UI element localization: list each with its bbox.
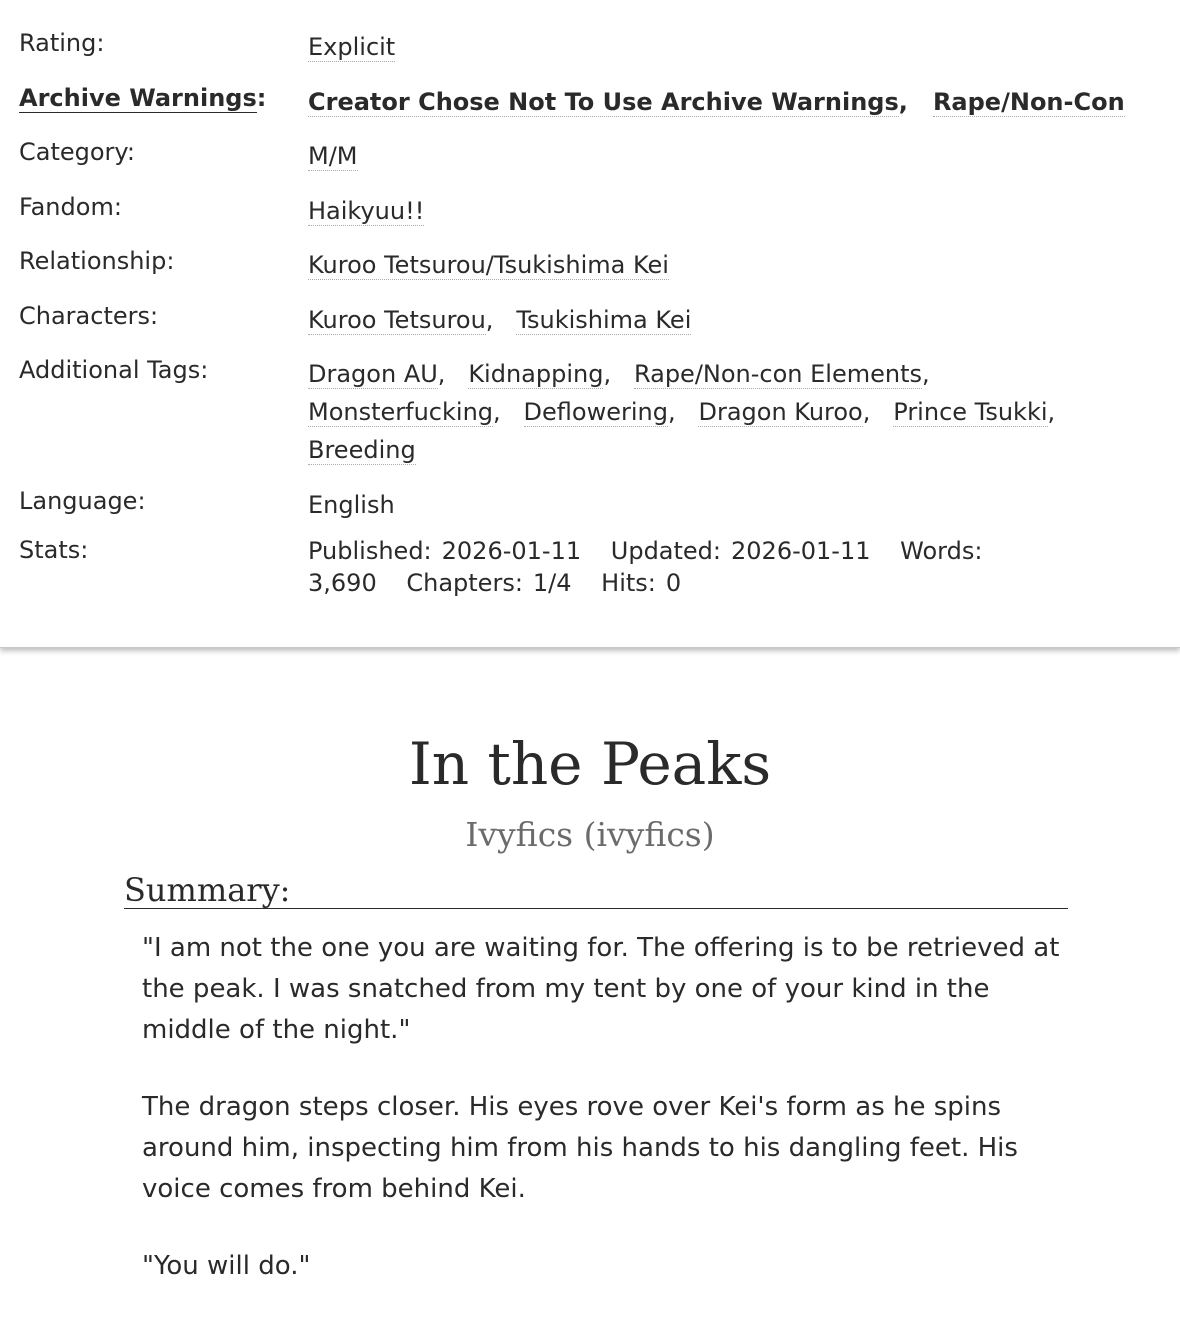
stat-published-label: Published:	[308, 537, 432, 565]
warnings-label-link[interactable]: Archive Warnings	[19, 84, 257, 112]
summary-paragraph: "I am not the one you are waiting for. The offering is to be retrieved at the peak. I was snatched from my tent by one of your kind in the middle of the night."	[142, 933, 1060, 1045]
stat-hits	[601, 569, 681, 597]
language-value: English	[308, 491, 395, 519]
warning-tag[interactable]: Rape/Non-Con	[932, 88, 1125, 116]
stat-hits-value: 0	[665, 569, 682, 597]
freeform-tag[interactable]: Breeding	[308, 436, 416, 464]
freeform-tag[interactable]: Rape/Non-con Elements	[633, 360, 923, 388]
warnings-label-colon: :	[256, 84, 267, 112]
stat-words-label-wrap	[900, 537, 982, 565]
summary-heading: Summary:	[124, 868, 1068, 909]
stat-words	[308, 569, 377, 597]
stat-updated	[611, 537, 871, 565]
category-values	[308, 137, 1168, 175]
characters-values: Kuroo Tetsurou, Tsukishima Kei	[308, 306, 692, 334]
characters-label: Characters:	[19, 302, 159, 330]
additional-tags-label: Additional Tags:	[19, 356, 209, 384]
warning-tag[interactable]: Creator Chose Not To Use Archive Warnings	[308, 88, 899, 116]
warnings-values: Creator Chose Not To Use Archive Warnings, Rape/Non-Con	[308, 88, 1125, 116]
rating-values	[308, 28, 1168, 66]
stat-words-value: 3,690	[308, 569, 377, 597]
summary-paragraph: "You will do."	[142, 1251, 311, 1281]
stat-chapters-value: 1/4	[532, 569, 572, 597]
additional-tags-values: Dragon AU, Kidnapping, Rape/Non-con Elements, Monsterfucking, Deflowering, Dragon Kuroo, Prince Tsukki, Breeding	[308, 360, 1056, 464]
category-label: Category:	[19, 138, 135, 166]
work-title: In the Peaks	[408, 730, 772, 798]
warnings-label[interactable]	[19, 83, 266, 113]
fandom-tag[interactable]: Haikyuu!!	[308, 197, 425, 225]
stat-chapters-label: Chapters:	[406, 569, 523, 597]
freeform-tag[interactable]: Dragon AU	[308, 360, 438, 388]
freeform-tag[interactable]: Kidnapping	[468, 360, 604, 388]
relationship-label: Relationship:	[19, 247, 175, 275]
stat-updated-value: 2026-01-11	[731, 537, 871, 565]
relationship-tag[interactable]: Kuroo Tetsurou/Tsukishima Kei	[308, 251, 669, 279]
freeform-tag[interactable]: Dragon Kuroo	[698, 398, 863, 426]
work-author[interactable]: Ivyfics (ivyfics)	[465, 815, 715, 854]
summary-paragraph: The dragon steps closer. His eyes rove over Kei's form as he spins around him, inspecting him from his hands to his dangling feet. His voice comes from behind Kei.	[142, 1092, 1018, 1204]
rating-tag[interactable]: Explicit	[308, 33, 396, 61]
work-meta-group	[0, 0, 1180, 648]
stat-chapters	[406, 569, 571, 597]
freeform-tag[interactable]: Deflowering	[523, 398, 668, 426]
character-tag[interactable]: Kuroo Tetsurou	[308, 306, 486, 334]
fandom-values	[308, 192, 1168, 230]
stat-updated-label: Updated:	[610, 537, 722, 565]
stat-hits-label: Hits:	[601, 569, 656, 597]
language-label: Language:	[19, 487, 146, 515]
summary-body	[142, 928, 1072, 1323]
stats-values	[308, 535, 1068, 599]
stats-label: Stats:	[19, 536, 89, 564]
freeform-tag[interactable]: Prince Tsukki	[893, 398, 1048, 426]
stat-published-value: 2026-01-11	[441, 537, 582, 565]
stat-words-label: Words:	[900, 537, 983, 565]
character-tag[interactable]: Tsukishima Kei	[516, 306, 692, 334]
rating-label: Rating:	[19, 29, 105, 57]
fandom-label: Fandom:	[19, 193, 122, 221]
relationship-values	[308, 246, 1168, 284]
category-tag[interactable]: M/M	[308, 142, 358, 170]
stat-published	[308, 537, 581, 565]
freeform-tag[interactable]: Monsterfucking	[308, 398, 494, 426]
